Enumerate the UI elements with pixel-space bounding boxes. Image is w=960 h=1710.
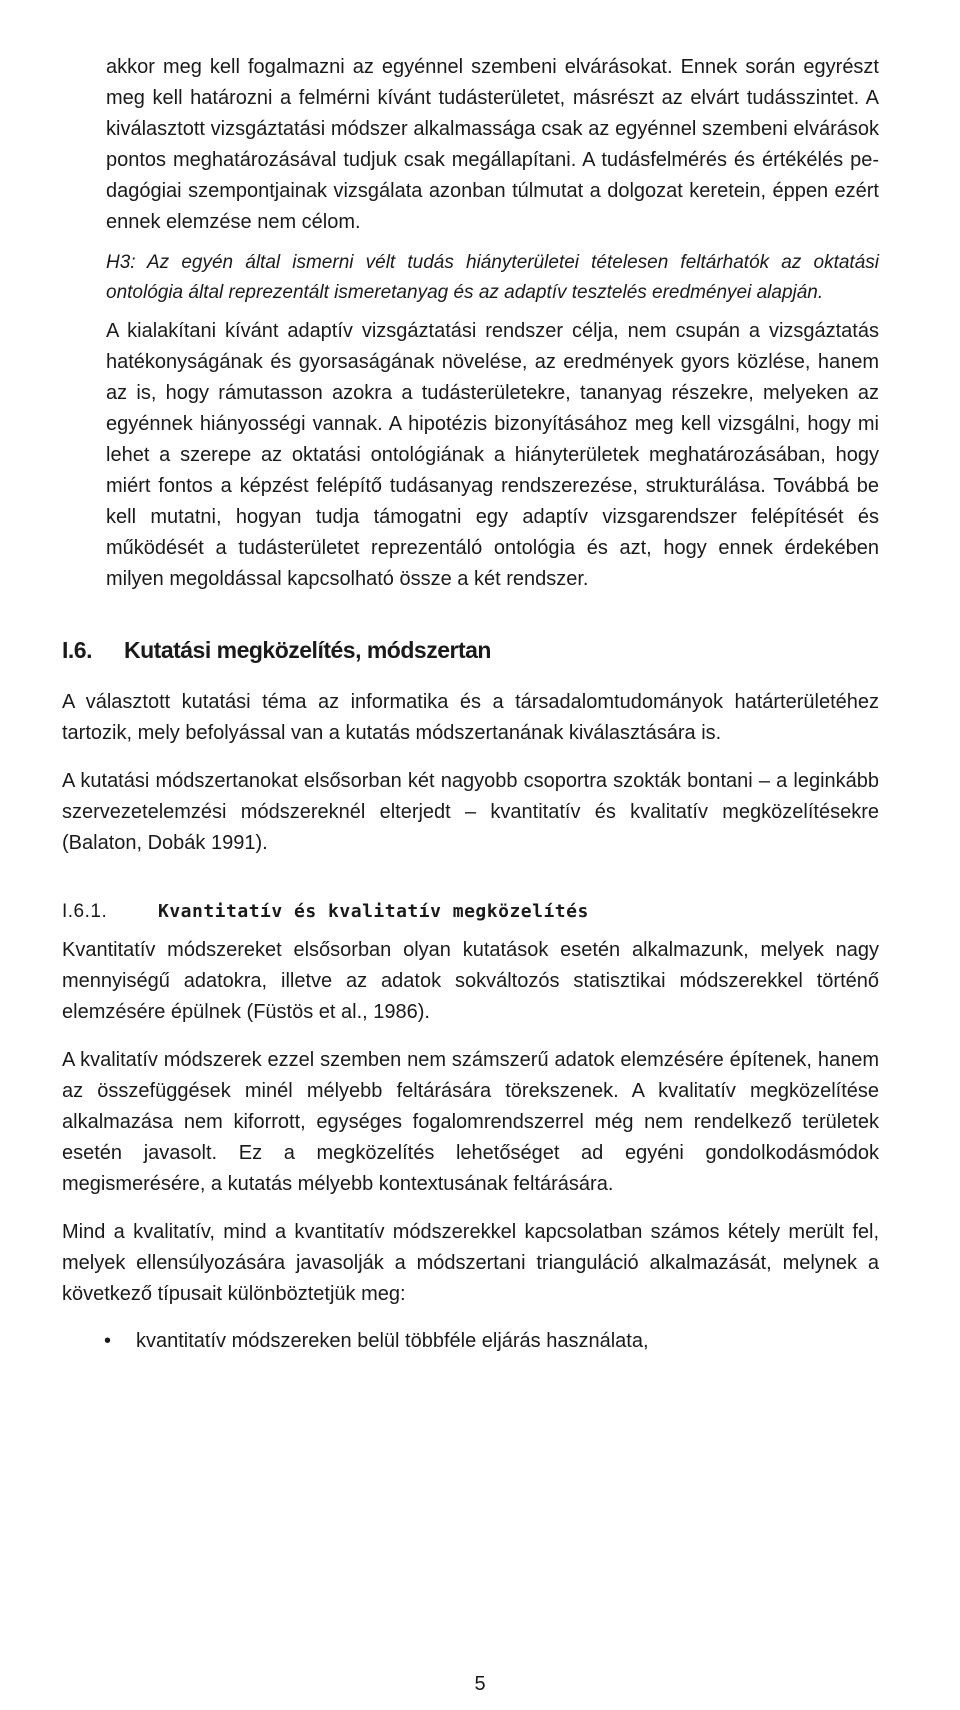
bullet-icon: •: [104, 1330, 112, 1352]
bullet-list: [62, 1326, 879, 1357]
section-title: Kutatási megközelítés, módszertan: [124, 637, 491, 663]
page-number: 5: [474, 1673, 486, 1695]
body-paragraph: Kvantitatív módszereket elsősorban olyan kutatások esetén alkalmazunk, melyek nagy mennyiségű adatokra, illetve az adatok sokváltozós statisztikai módszerekkel történő elemzésére épülnek (Füstös et al., 1986).: [62, 939, 879, 1023]
subsection-heading-1-6-1: [62, 897, 879, 927]
document-page: [62, 52, 879, 1357]
body-paragraph: A kialakítani kívánt adaptív vizsgáztatási rendszer célja, nem csupán a vizsgáztatás hatékonyságának és gyorsaságának növelése, az eredmények gyors közlése, hanem az is, hogy rámutasson azokra a tudásterületekre, tananyag részekre, melyeken az egyénnek hiányosségi vannak. A hipotézis bizonyításához meg kell vizsgálni, hogy mi lehet a szerepe az oktatási ontológiának a hiányterületek meghatározásában, hogy miért fontos a képzést felépítő tudásanyag rendszerezése, strukturálása. Továbbá be kell mutatni, hogyan tudja támogatni egy adaptív vizsgarendszer felépítését és működését a tudásterületet reprezentáló ontológia és azt, hogy ennek érdekében milyen megoldással kapcsolható össze a két rendszer.: [106, 320, 879, 590]
list-item: [62, 1326, 879, 1357]
body-paragraph: A választott kutatási téma az informatika és a társadalomtudományok határterületéhez tartozik, mely befolyással van a kutatás módszertanának kiválasztására is.: [62, 691, 879, 744]
body-paragraph: akkor meg kell fogalmazni az egyénnel szembeni elvárásokat. Ennek során egyrészt meg kell határozni a felmérni kívánt tudásterületet, másrészt az elvárt tudásszintet. A kiválasztott vizsgáztatási módszer alkalmassága csak az egyénnel szembeni elvárások pontos meghatározásával tudjuk csak megállapítani. A tudásfelmérés és értékélés pedagógiai szempontjainak vizsgálata azonban túlmutat a dolgozat keretein, éppen ezért ennek elemzése nem célom.: [106, 56, 879, 233]
body-paragraph: A kutatási módszertanokat elsősorban két nagyobb csoportra szokták bontani – a leginkább szervezetelemzési módszereknél elterjedt – kvantitatív és kvalitatív megközelítésekre (Balaton, Dobák 1991).: [62, 770, 879, 854]
section-number: I.6.: [62, 637, 92, 663]
hypothesis-h3: H3: Az egyén által ismerni vélt tudás hiányterületei tételesen feltárhatók az oktatási ontológia által reprezentált ismeretanyag és az adaptív tesztelés eredményei alapján.: [106, 252, 879, 303]
list-item-text: kvantitatív módszereken belül többféle eljárás használata,: [136, 1330, 649, 1352]
body-paragraph: A kvalitatív módszerek ezzel szemben nem számszerű adatok elemzésére építenek, hanem az összefüggések minél mélyebb feltárására törekszenek. A kvalitatív megközelítése alkalmazása nem kiforrott, egységes fogalomrendszerrel még nem rendelkező területek esetén javasolt. Ez a megközelítés lehetőséget ad egyéni gondolkodásmódok megismerésére, a kutatás mélyebb kontextusának feltárására.: [62, 1049, 879, 1195]
section-heading-1-6: [62, 635, 879, 665]
body-paragraph: Mind a kvalitatív, mind a kvantitatív módszerekkel kapcsolatban számos kétely merült fel, melyek ellensúlyozására javasolják a módszertani trianguláció alkalmazását, melynek a következő típusait különböztetjük meg:: [62, 1221, 879, 1305]
subsection-number: I.6.1.: [62, 901, 108, 922]
subsection-title: Kvantitatív és kvalitatív megközelítés: [158, 901, 589, 922]
